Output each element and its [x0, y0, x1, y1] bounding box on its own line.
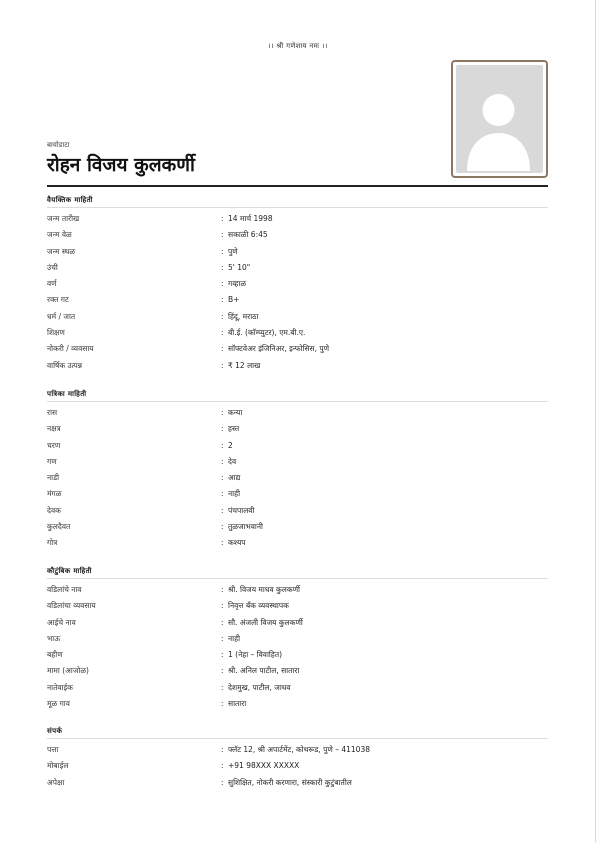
row-value: कन्या [228, 408, 243, 417]
info-row: नक्षत्र : हस्त [47, 421, 548, 437]
row-label: बहीण [47, 650, 63, 660]
row-value: नाही [228, 489, 241, 499]
row-label: पत्ता [47, 745, 59, 754]
info-row: गोत्र : कश्यप [47, 535, 548, 551]
info-row: नातेवाईक : देशमुख, पाटील, जाधव [47, 680, 548, 696]
row-value: पंचपालवी [228, 505, 255, 515]
row-label: उंची [47, 262, 58, 272]
row-label: नक्षत्र [47, 424, 61, 434]
info-row: मोबाईल : +91 98XXX XXXXX [47, 758, 548, 774]
row-value: +91 98XXX XXXXX [228, 761, 300, 771]
row-label: वडिलांचा व्यवसाय [47, 601, 96, 611]
row-label: शिक्षण [47, 328, 65, 338]
section-divider [47, 401, 548, 402]
row-label: जन्म स्थळ [47, 246, 76, 256]
info-row: वडिलांचा व्यवसाय : निवृत्त बँक व्यवस्थापक [47, 598, 548, 614]
info-row: भाऊ : नाही [47, 631, 548, 647]
row-label: जन्म वेळ [47, 230, 72, 240]
row-value: देशमुख, पाटील, जाधव [228, 682, 291, 692]
row-value: तुळजाभवानी [228, 522, 263, 532]
row-label: नातेवाईक [47, 682, 73, 692]
row-value: हिंदू, मराठा [228, 311, 259, 321]
row-value: सौ. अंजली विजय कुलकर्णी [228, 617, 303, 627]
row-label: मूळ गाव [47, 699, 70, 709]
info-row: बहीण : 1 (नेहा – विवाहित) [47, 647, 548, 663]
row-label: मंगळ [47, 489, 62, 499]
row-value: 1 (नेहा – विवाहित) [228, 650, 283, 660]
row-label: अपेक्षा [47, 777, 65, 787]
row-label: जन्म तारीख [47, 214, 80, 223]
section-title: कौटुंबिक माहिती [47, 567, 92, 575]
info-row: कुलदैवत : तुळजाभवानी [47, 519, 548, 535]
info-row: नोकरी / व्यवसाय : सॉफ्टवेअर इंजिनिअर, इन्फोसिस, पुणे [47, 341, 548, 357]
row-label: गण [47, 456, 57, 466]
info-row: आईचे नाव : सौ. अंजली विजय कुलकर्णी [47, 615, 548, 631]
row-label: वडिलांचे नाव [47, 585, 82, 594]
row-value: पुणे [228, 246, 238, 256]
info-row: शिक्षण : बी.ई. (कॉम्प्युटर), एम.बी.ए. [47, 325, 548, 341]
row-value: निवृत्त बँक व्यवस्थापक [228, 601, 289, 611]
section-horoscope [47, 388, 548, 552]
candidate-name: रोहन विजय कुलकर्णी [47, 154, 195, 176]
row-value: सकाळी 6:45 [228, 230, 268, 240]
row-label: नोकरी / व्यवसाय [47, 344, 94, 354]
info-row: जन्म वेळ : सकाळी 6:45 [47, 227, 548, 243]
row-value: बी.ई. (कॉम्प्युटर), एम.बी.ए. [228, 328, 306, 338]
section-title: संपर्क [47, 727, 63, 735]
info-row: जन्म स्थळ : पुणे [47, 244, 548, 260]
info-row: रक्त गट : B+ [47, 292, 548, 308]
row-label: भाऊ [47, 633, 61, 643]
section-divider [47, 207, 548, 208]
row-value: नाही [228, 633, 241, 643]
photo-placeholder [456, 65, 543, 173]
row-label: नाडी [47, 473, 60, 483]
row-value: गव्हाळ [228, 279, 247, 289]
info-row: नाडी : आद्य [47, 470, 548, 486]
row-label: देवक [47, 505, 61, 515]
section-divider [47, 578, 548, 579]
info-row: अपेक्षा : सुशिक्षित, नोकरी करणारा, संस्कारी कुटुंबातील [47, 775, 548, 791]
info-row: रास : कन्या [47, 405, 548, 421]
section-contact [47, 725, 548, 791]
row-label: आईचे नाव [47, 617, 76, 627]
info-row: गण : देव [47, 454, 548, 470]
row-label: रक्त गट [47, 295, 69, 305]
row-label: धर्म / जात [47, 311, 76, 321]
info-row: पत्ता : फ्लॅट 12, श्री अपार्टमेंट, कोथरूड, पुणे – 411038 [47, 742, 548, 758]
info-row: जन्म तारीख : 14 मार्च 1998 [47, 211, 548, 227]
info-row: वडिलांचे नाव : श्री. विजय माधव कुलकर्णी [47, 582, 548, 598]
row-value: सातारा [228, 699, 247, 709]
section-title: वैयक्तिक माहिती [47, 196, 93, 204]
row-value: श्री. विजय माधव कुलकर्णी [228, 585, 300, 594]
info-row: देवक : पंचपालवी [47, 503, 548, 519]
row-value: सुशिक्षित, नोकरी करणारा, संस्कारी कुटुंबातील [228, 777, 352, 787]
row-label: चरण [47, 440, 61, 450]
info-row: मूळ गाव : सातारा [47, 696, 548, 712]
person-silhouette-icon [456, 65, 541, 171]
row-label: रास [47, 408, 58, 417]
section-personal [47, 194, 548, 374]
row-label: वर्ण [47, 279, 57, 289]
section-title: पत्रिका माहिती [47, 390, 87, 398]
section-family [47, 565, 548, 712]
row-value: आद्य [228, 473, 241, 483]
info-row: धर्म / जात : हिंदू, मराठा [47, 309, 548, 325]
row-value: 5' 10" [228, 262, 251, 272]
photo-frame [451, 60, 548, 178]
row-value: 14 मार्च 1998 [228, 214, 273, 223]
row-label: गोत्र [47, 538, 58, 548]
row-value: ₹ 12 लाख [228, 360, 261, 370]
row-label: वार्षिक उत्पन्न [47, 360, 82, 370]
info-row: चरण : 2 [47, 438, 548, 454]
section-divider [47, 738, 548, 739]
info-row: मंगळ : नाही [47, 486, 548, 502]
row-value: कश्यप [228, 538, 246, 548]
info-row: उंची : 5' 10" [47, 260, 548, 276]
info-row: वर्ण : गव्हाळ [47, 276, 548, 292]
info-row: वार्षिक उत्पन्न : ₹ 12 लाख [47, 358, 548, 374]
info-row: मामा (आजोळ) : श्री. अनिल पाटील, सातारा [47, 663, 548, 679]
header-divider [47, 185, 548, 187]
document-label: बायोडाटा [47, 141, 70, 149]
row-label: कुलदैवत [47, 522, 71, 532]
row-value: सॉफ्टवेअर इंजिनिअर, इन्फोसिस, पुणे [228, 344, 330, 354]
row-value: 2 [228, 440, 233, 450]
row-value: B+ [228, 295, 240, 305]
row-value: देव [228, 456, 237, 466]
row-value: श्री. अनिल पाटील, सातारा [228, 666, 300, 676]
row-label: मामा (आजोळ) [47, 666, 89, 676]
row-value: हस्त [228, 424, 240, 434]
row-value: फ्लॅट 12, श्री अपार्टमेंट, कोथरूड, पुणे – 411038 [228, 745, 370, 754]
row-label: मोबाईल [47, 761, 69, 771]
blessing-text: ।। श्री गणेशाय नमः ।। [268, 42, 328, 50]
